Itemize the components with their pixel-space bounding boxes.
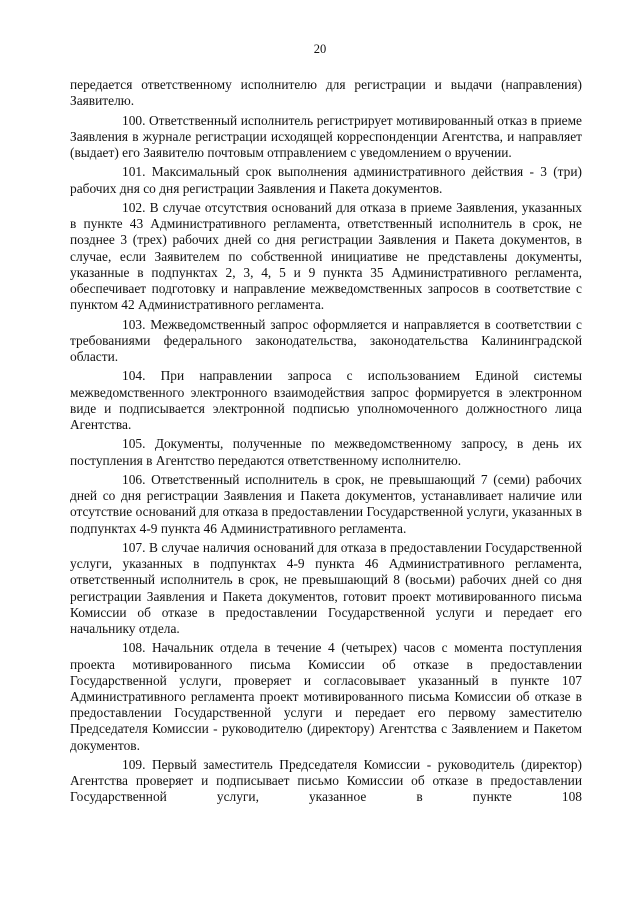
paragraph-109: 109. Первый заместитель Председателя Комиссии - руководитель (директор) Агентства проверяет и подписывает письмо Комиссии об отказе в предоставлении Государственной услуги, указанное в пункте 108 bbox=[70, 757, 582, 805]
paragraph-103: 103. Межведомственный запрос оформляется и направляется в соответствии с требованиями федерального законодательства, законодательства Калининградской области. bbox=[70, 316, 582, 364]
page-number: 20 bbox=[313, 42, 327, 56]
paragraph-102: 102. В случае отсутствия оснований для отказа в приеме Заявления, указанных в пункте 43 Административного регламента, ответственный исполнитель в срок, не позднее 3 (трех) рабочих дней со дня регистрации Заявления и Пакета документов, в случае, если Заявителем по собственной инициативе не представлены документы, указанные в подпунктах 2, 3, 4, 5 и 9 пункта 35 Административного регламента, обеспечивает подготовку и направление межведомственных запросов в соответствие с пунктом 42 Административного регламента. bbox=[70, 199, 582, 313]
paragraph-105: 105. Документы, полученные по межведомственному запросу, в день их поступления в Агентство передаются ответственному исполнителю. bbox=[70, 436, 582, 468]
paragraph-100: 100. Ответственный исполнитель регистрирует мотивированный отказ в приеме Заявления в журнале регистрации исходящей корреспонденции Агентства, и направляет (выдает) его Заявителю почтовым отправлением с уведомлением о вручении. bbox=[70, 112, 582, 160]
paragraph-107: 107. В случае наличия оснований для отказа в предоставлении Государственной услуги, указанных в подпунктах 4-9 пункта 46 Административного регламента, ответственный исполнитель в срок, не превышающий 8 (восьми) рабочих дней со дня регистрации Заявления и Пакета документов, готовит проект мотивированного письма Комиссии об отказе в предоставлении Государственной услуги и передает его начальнику отдела. bbox=[70, 539, 582, 636]
paragraph-continuation: передается ответственному исполнителю для регистрации и выдачи (направления) Заявителю. bbox=[70, 77, 582, 109]
paragraph-108: 108. Начальник отдела в течение 4 (четырех) часов с момента поступления проекта мотивированного письма Комиссии об отказе в предоставлении Государственной услуги, проверяет и согласовывает указанный в пункте 107 Административного регламента проект мотивированного письма Комиссии об отказе в предоставлении Государственной услуги и передает его первому заместителю Председателя Комиссии - руководителю (директору) Агентства с Заявлением и Пакетом документов. bbox=[70, 640, 582, 753]
paragraph-106: 106. Ответственный исполнитель в срок, не превышающий 7 (семи) рабочих дней со дня регистрации Заявления и Пакета документов, устанавливает наличие или отсутствие оснований для отказа в предоставлении Государственной услуги, указанных в подпунктах 4-9 пункта 46 Административного регламента. bbox=[70, 471, 582, 536]
document-body bbox=[70, 77, 582, 809]
paragraph-104: 104. При направлении запроса с использованием Единой системы межведомственного электронного взаимодействия запрос формируется в электронном виде и подписывается электронной подписью уполномоченного должностного лица Агентства. bbox=[70, 368, 582, 432]
paragraph-101: 101. Максимальный срок выполнения административного действия - 3 (три) рабочих дня со дня регистрации Заявления и Пакета документов. bbox=[70, 164, 582, 196]
